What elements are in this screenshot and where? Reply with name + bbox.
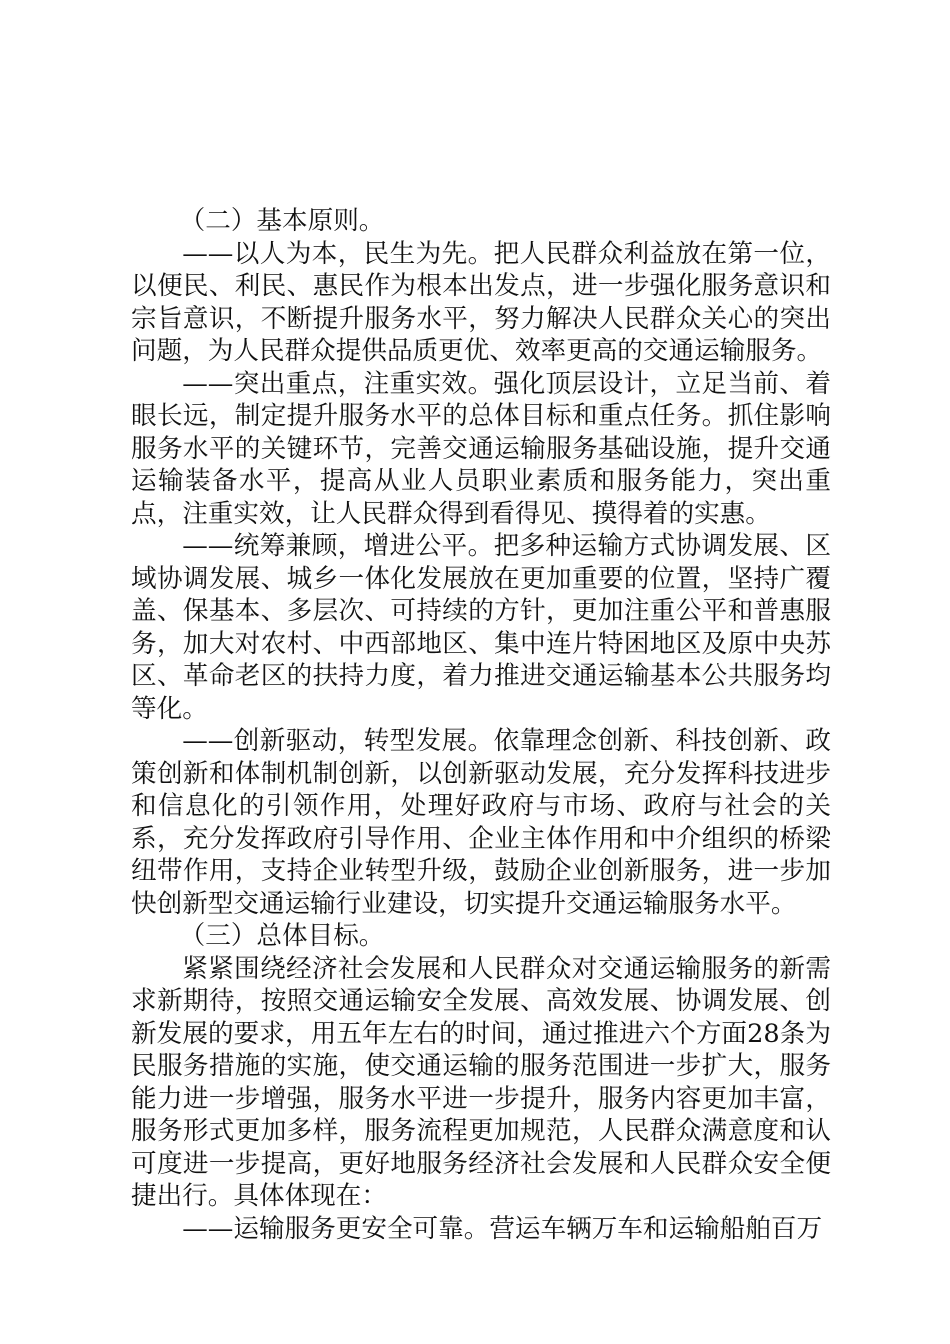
section-heading-basic-principles: （二）基本原则。 — [179, 206, 385, 236]
paragraph-people-oriented: ——以人为本，民生为先。把人民群众利益放在第一位，以便民、利民、惠民作为根本出发点，进一步强化服务意识和宗旨意识，不断提升服务水平，努力解决人民群众关心的突出问题，为人民群众提供品质更优、效率更高的交通运输服务。 — [131, 238, 831, 366]
paragraph-goals-description: 紧紧围绕经济社会发展和人民群众对交通运输服务的新需求新期待，按照交通运输安全发展、高效发展、协调发展、创新发展的要求，用五年左右的时间，通过推进六个方面28条为民服务措施的实施，使交通运输的服务范围进一步扩大，服务能力进一步增强，服务水平进一步提升，服务内容更加丰富，服务形式更加多样，服务流程更加规范，人民群众满意度和认可度进一步提高，更好地服务经济社会发展和人民群众安全便捷出行。具体体现在： — [131, 953, 831, 1211]
section-heading-overall-goals: （三）总体目标。 — [179, 921, 385, 951]
paragraph-safety-reliability: ——运输服务更安全可靠。营运车辆万车和运输船舶百万 — [182, 1213, 823, 1244]
paragraph-innovation-driven: ——创新驱动，转型发展。依靠理念创新、科技创新、政策创新和体制机制创新，以创新驱动发展，充分发挥科技进步和信息化的引领作用，处理好政府与市场、政府与社会的关系，充分发挥政府引导作用、企业主体作用和中介组织的桥梁纽带作用，支持企业转型升级，鼓励企业创新服务，进一步加快创新型交通运输行业建设，切实提升交通运输服务水平。 — [131, 726, 831, 919]
paragraph-key-points: ——突出重点，注重实效。强化顶层设计，立足当前、着眼长远，制定提升服务水平的总体目标和重点任务。抓住影响服务水平的关键环节，完善交通运输服务基础设施，提升交通运输装备水平，提高从业人员职业素质和服务能力，突出重点，注重实效，让人民群众得到看得见、摸得着的实惠。 — [131, 368, 831, 529]
document-body — [131, 205, 831, 1245]
paragraph-overall-planning: ——统筹兼顾，增进公平。把多种运输方式协调发展、区域协调发展、城乡一体化发展放在更加重要的位置，坚持广覆盖、保基本、多层次、可持续的方针，更加注重公平和普惠服务，加大对农村、中西部地区、集中连片特困地区及原中央苏区、革命老区的扶持力度，着力推进交通运输基本公共服务均等化。 — [131, 531, 831, 724]
